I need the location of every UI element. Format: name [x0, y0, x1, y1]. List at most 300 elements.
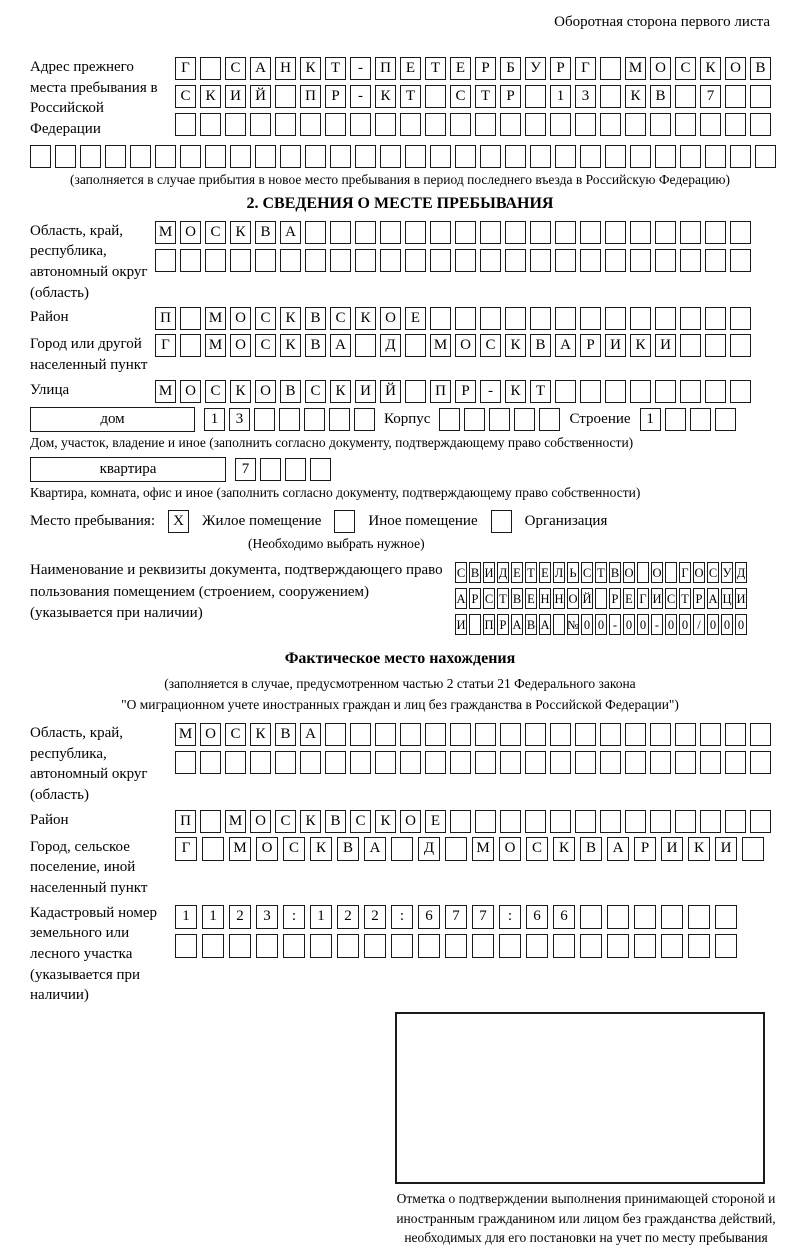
char-box	[600, 57, 621, 80]
char-box: В	[609, 562, 621, 583]
char-box: Д	[735, 562, 747, 583]
char-box	[175, 751, 196, 774]
char-box	[680, 145, 701, 168]
char-box: Ь	[567, 562, 579, 583]
stamp-area	[385, 1012, 800, 1248]
char-box	[364, 934, 386, 958]
char-box	[550, 810, 571, 833]
char-box: С	[483, 588, 495, 609]
house-widebox: дом	[30, 407, 195, 432]
char-box	[600, 751, 621, 774]
char-box	[580, 905, 602, 929]
char-box	[730, 145, 751, 168]
char-box: М	[155, 221, 176, 244]
char-box: 7	[445, 905, 467, 929]
char-box	[715, 408, 736, 431]
stay-type-option-residential: Жилое помещение	[202, 512, 322, 529]
char-box	[105, 145, 126, 168]
char-box	[525, 113, 546, 136]
district-boxrow	[155, 307, 751, 330]
char-box: В	[530, 334, 551, 357]
char-box: О	[623, 562, 635, 583]
prev-address-field	[30, 57, 770, 141]
char-box: Й	[581, 588, 593, 609]
char-box: П	[300, 85, 321, 108]
char-box: Е	[623, 588, 635, 609]
char-box	[355, 221, 376, 244]
char-box	[155, 145, 176, 168]
char-box	[630, 145, 651, 168]
region-boxrow-1	[155, 221, 751, 244]
document-boxrow-2	[455, 588, 747, 609]
char-box: 0	[735, 614, 747, 635]
char-box	[750, 751, 771, 774]
char-box: П	[430, 380, 451, 403]
char-box: 3	[256, 905, 278, 929]
prev-address-rows	[175, 57, 771, 141]
char-box: С	[330, 307, 351, 330]
char-box: К	[250, 723, 271, 746]
char-box	[489, 408, 510, 431]
house-field	[30, 407, 770, 432]
char-box	[330, 221, 351, 244]
char-box: Н	[275, 57, 296, 80]
char-box	[130, 145, 151, 168]
street-field	[30, 380, 770, 403]
char-box	[725, 723, 746, 746]
char-box: Р	[550, 57, 571, 80]
char-box	[600, 723, 621, 746]
char-box: С	[255, 307, 276, 330]
char-box	[650, 810, 671, 833]
char-box: А	[555, 334, 576, 357]
char-box	[230, 145, 251, 168]
char-box: 6	[418, 905, 440, 929]
char-box: -	[480, 380, 501, 403]
char-box: 7	[700, 85, 721, 108]
char-box: Г	[155, 334, 176, 357]
char-box	[688, 934, 710, 958]
stay-type-checkbox-other	[334, 510, 355, 533]
char-box: 1	[175, 905, 197, 929]
char-box: Е	[450, 57, 471, 80]
char-box	[350, 751, 371, 774]
char-box	[680, 221, 701, 244]
char-box	[225, 751, 246, 774]
char-box: X	[168, 510, 189, 533]
char-box: Е	[511, 562, 523, 583]
char-box	[80, 145, 101, 168]
char-box	[439, 408, 460, 431]
char-box	[300, 113, 321, 136]
char-box	[505, 145, 526, 168]
char-box	[155, 249, 176, 272]
char-box: :	[283, 905, 305, 929]
char-box	[500, 751, 521, 774]
district-label: Район	[30, 309, 69, 326]
char-box: 0	[581, 614, 593, 635]
char-box: К	[355, 307, 376, 330]
char-box	[580, 934, 602, 958]
char-box: К	[630, 334, 651, 357]
char-box	[55, 145, 76, 168]
char-box	[205, 249, 226, 272]
char-box: Р	[693, 588, 705, 609]
char-box: К	[280, 307, 301, 330]
char-box: Р	[634, 837, 656, 861]
char-box	[725, 810, 746, 833]
char-box: М	[155, 380, 176, 403]
char-box: О	[200, 723, 221, 746]
char-box	[405, 249, 426, 272]
char-box	[254, 408, 275, 431]
char-box	[250, 751, 271, 774]
char-box	[526, 934, 548, 958]
char-box	[650, 723, 671, 746]
stamp-caption: Отметка о подтверждении выполнения принимающей стороной и иностранным гражданином или лицом без гражданства действий, необходимых для его постановки на учет по месту пребывания	[396, 1191, 776, 1246]
char-box	[607, 934, 629, 958]
char-box	[425, 751, 446, 774]
char-box	[750, 113, 771, 136]
cadastre-boxrow-2	[175, 934, 737, 958]
char-box	[700, 810, 721, 833]
char-box	[755, 145, 776, 168]
char-box: С	[707, 562, 719, 583]
region-boxrow-2	[155, 249, 751, 272]
char-box: С	[255, 334, 276, 357]
char-box	[279, 408, 300, 431]
char-box	[514, 408, 535, 431]
char-box	[480, 145, 501, 168]
prev-address-label: Адрес прежнего места пребывания в Российской Федерации	[30, 59, 158, 138]
char-box: Й	[250, 85, 271, 108]
char-box	[200, 113, 221, 136]
stay-type-option-organization: Организация	[524, 512, 608, 529]
char-box	[600, 810, 621, 833]
char-box: Т	[475, 85, 496, 108]
char-box: О	[650, 57, 671, 80]
char-box	[450, 810, 471, 833]
char-box: Р	[469, 588, 481, 609]
char-box: И	[735, 588, 747, 609]
char-box: О	[180, 380, 201, 403]
char-box	[355, 249, 376, 272]
char-box	[550, 751, 571, 774]
actual-district-field	[30, 810, 770, 833]
document-boxrow-3	[455, 614, 747, 635]
char-box	[505, 221, 526, 244]
char-box	[275, 751, 296, 774]
char-box: С	[665, 588, 677, 609]
char-box	[605, 221, 626, 244]
char-box	[405, 334, 426, 357]
char-box	[375, 723, 396, 746]
char-box	[354, 408, 375, 431]
char-box	[650, 113, 671, 136]
char-box	[475, 113, 496, 136]
char-box: 2	[364, 905, 386, 929]
char-box: О	[400, 810, 421, 833]
char-box: К	[230, 221, 251, 244]
char-box: Г	[175, 57, 196, 80]
house-note: Дом, участок, владение и иное (заполнить согласно документу, подтверждающему право собственности)	[30, 434, 634, 450]
char-box	[607, 905, 629, 929]
char-box: /	[693, 614, 705, 635]
char-box	[450, 751, 471, 774]
char-box	[325, 723, 346, 746]
actual-region-rows	[175, 723, 771, 779]
char-box: П	[155, 307, 176, 330]
char-box	[425, 85, 446, 108]
char-box	[680, 334, 701, 357]
char-box	[600, 113, 621, 136]
char-box: К	[553, 837, 575, 861]
city-boxrow	[155, 334, 751, 357]
char-box	[310, 458, 331, 481]
korpus-boxes	[439, 408, 560, 431]
char-box	[425, 723, 446, 746]
char-box	[675, 751, 696, 774]
char-box: 0	[721, 614, 733, 635]
char-box	[555, 380, 576, 403]
char-box	[655, 249, 676, 272]
char-box: А	[511, 614, 523, 635]
char-box	[605, 307, 626, 330]
cadastre-rows	[175, 905, 737, 963]
char-box: 6	[553, 905, 575, 929]
char-box: В	[511, 588, 523, 609]
char-box: О	[651, 562, 663, 583]
document-field	[30, 560, 770, 640]
char-box: О	[499, 837, 521, 861]
char-box: С	[275, 810, 296, 833]
page-side-note: Оборотная сторона первого листа	[554, 14, 770, 30]
char-box: И	[455, 614, 467, 635]
char-box	[700, 751, 721, 774]
char-box	[305, 145, 326, 168]
char-box	[553, 614, 565, 635]
char-box	[725, 113, 746, 136]
actual-region-boxrow-2	[175, 751, 771, 774]
char-box: Т	[400, 85, 421, 108]
char-box	[705, 249, 726, 272]
char-box	[705, 221, 726, 244]
char-box	[575, 810, 596, 833]
apartment-widebox: квартира	[30, 457, 226, 482]
char-box: О	[180, 221, 201, 244]
char-box	[355, 334, 376, 357]
stay-type-option-other: Иное помещение	[368, 512, 478, 529]
char-box	[256, 934, 278, 958]
char-box: :	[499, 905, 521, 929]
char-box	[425, 113, 446, 136]
char-box: С	[526, 837, 548, 861]
char-box	[283, 934, 305, 958]
char-box	[661, 905, 683, 929]
char-box	[305, 221, 326, 244]
char-box	[650, 751, 671, 774]
apartment-boxes	[235, 458, 331, 481]
region-field	[30, 221, 770, 304]
stay-type-checkbox-organization	[491, 510, 512, 533]
house-number-boxes	[204, 408, 375, 431]
prev-address-boxrow-2	[175, 85, 771, 108]
char-box	[730, 380, 751, 403]
char-box	[530, 221, 551, 244]
char-box: М	[175, 723, 196, 746]
char-box	[250, 113, 271, 136]
char-box: Б	[500, 57, 521, 80]
char-box	[450, 113, 471, 136]
char-box	[337, 934, 359, 958]
char-box: К	[310, 837, 332, 861]
char-box: Р	[497, 614, 509, 635]
char-box: В	[305, 334, 326, 357]
actual-region-label: Область, край, республика, автономный округ (область)	[30, 724, 148, 803]
char-box	[275, 113, 296, 136]
char-box: Р	[455, 380, 476, 403]
char-box	[255, 249, 276, 272]
actual-city-label: Город, сельское поселение, иной населенный пункт	[30, 838, 148, 896]
char-box	[550, 113, 571, 136]
char-box	[625, 810, 646, 833]
char-box	[472, 934, 494, 958]
char-box	[605, 380, 626, 403]
char-box	[380, 145, 401, 168]
char-box	[355, 145, 376, 168]
char-box: 0	[637, 614, 649, 635]
char-box	[575, 751, 596, 774]
char-box: 2	[229, 905, 251, 929]
char-box: Е	[405, 307, 426, 330]
char-box	[455, 221, 476, 244]
char-box: К	[200, 85, 221, 108]
actual-region-boxrow-1	[175, 723, 771, 746]
char-box	[175, 934, 197, 958]
char-box	[675, 113, 696, 136]
street-label: Улица	[30, 381, 70, 398]
char-box	[680, 380, 701, 403]
char-box: -	[651, 614, 663, 635]
char-box	[464, 408, 485, 431]
char-box: С	[225, 723, 246, 746]
char-box	[350, 113, 371, 136]
char-box: В	[580, 837, 602, 861]
stay-type-note: (Необходимо выбрать нужное)	[248, 535, 425, 551]
char-box: Л	[553, 562, 565, 583]
actual-location-note-line1: (заполняется в случае, предусмотренном частью 2 статьи 21 Федерального закона	[164, 676, 636, 692]
char-box: Д	[497, 562, 509, 583]
char-box	[675, 85, 696, 108]
char-box: С	[675, 57, 696, 80]
char-box: И	[661, 837, 683, 861]
apartment-note: Квартира, комната, офис и иное (заполнить согласно документу, подтверждающему право собственности)	[30, 485, 641, 501]
char-box	[445, 837, 467, 861]
char-box	[525, 751, 546, 774]
char-box	[405, 145, 426, 168]
char-box: В	[305, 307, 326, 330]
char-box: К	[375, 810, 396, 833]
char-box: 0	[679, 614, 691, 635]
char-box: К	[230, 380, 251, 403]
char-box	[655, 380, 676, 403]
char-box: С	[455, 562, 467, 583]
char-box: Г	[175, 837, 197, 861]
char-box	[175, 113, 196, 136]
char-box	[550, 723, 571, 746]
char-box: Е	[425, 810, 446, 833]
char-box: -	[609, 614, 621, 635]
char-box: В	[650, 85, 671, 108]
char-box	[330, 249, 351, 272]
char-box	[400, 751, 421, 774]
char-box: А	[280, 221, 301, 244]
char-box: О	[380, 307, 401, 330]
char-box: 7	[235, 458, 256, 481]
char-box: С	[450, 85, 471, 108]
region-label: Область, край, республика, автономный округ (область)	[30, 222, 148, 301]
char-box: О	[256, 837, 278, 861]
char-box	[400, 723, 421, 746]
actual-region-field	[30, 723, 770, 806]
char-box: К	[375, 85, 396, 108]
char-box: Т	[325, 57, 346, 80]
char-box	[391, 934, 413, 958]
char-box: К	[505, 380, 526, 403]
char-box: П	[483, 614, 495, 635]
char-box	[665, 408, 686, 431]
char-box: В	[750, 57, 771, 80]
char-box	[750, 810, 771, 833]
char-box: Т	[595, 562, 607, 583]
char-box: И	[225, 85, 246, 108]
char-box: М	[625, 57, 646, 80]
char-box	[555, 145, 576, 168]
char-box	[655, 145, 676, 168]
char-box: У	[721, 562, 733, 583]
char-box	[750, 85, 771, 108]
char-box: Д	[380, 334, 401, 357]
char-box	[505, 249, 526, 272]
char-box: С	[205, 221, 226, 244]
char-box: О	[567, 588, 579, 609]
char-box	[405, 380, 426, 403]
char-box	[300, 751, 321, 774]
char-box	[30, 145, 51, 168]
char-box	[530, 249, 551, 272]
char-box: С	[225, 57, 246, 80]
char-box	[455, 249, 476, 272]
char-box	[200, 751, 221, 774]
char-box	[700, 113, 721, 136]
char-box: О	[230, 307, 251, 330]
char-box	[500, 723, 521, 746]
char-box	[255, 145, 276, 168]
cadastre-label: Кадастровый номер земельного или лесного участка (указывается при наличии)	[30, 904, 157, 1004]
char-box: 0	[707, 614, 719, 635]
char-box	[334, 510, 355, 533]
char-box: 3	[229, 408, 250, 431]
char-box: Ц	[721, 588, 733, 609]
korpus-label: Корпус	[384, 410, 431, 427]
char-box	[637, 562, 649, 583]
char-box: 1	[640, 408, 661, 431]
char-box: -	[350, 57, 371, 80]
confirmation-stamp-box	[395, 1012, 765, 1184]
char-box	[580, 380, 601, 403]
document-boxrow-1	[455, 562, 747, 583]
char-box: В	[280, 380, 301, 403]
